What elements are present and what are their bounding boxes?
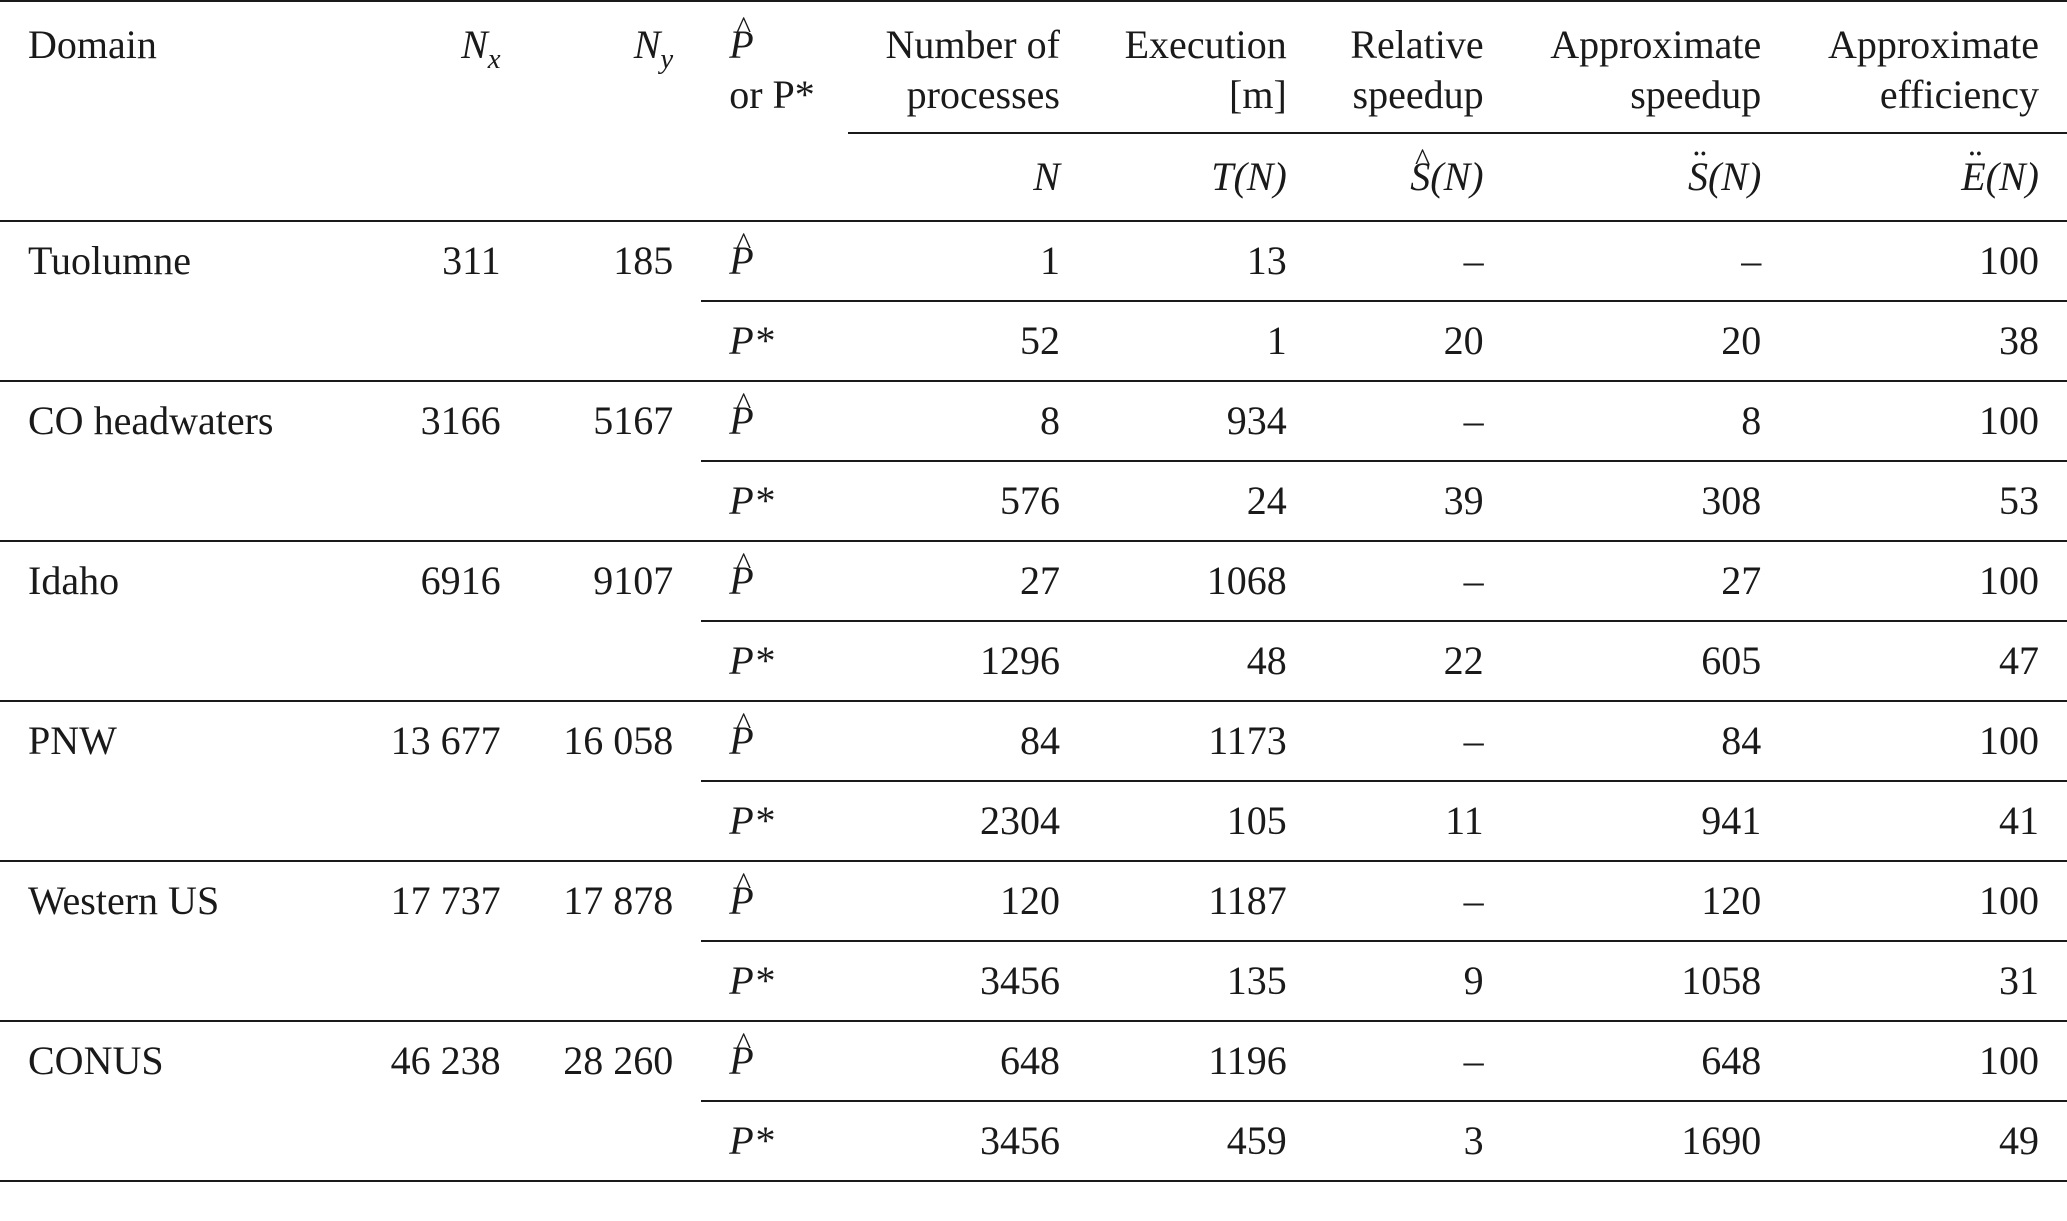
header-processes [848,1,1088,133]
cell-eff: 53 [1789,461,2067,541]
header-relative-line1: Relative [1350,22,1484,67]
cell-eff: 100 [1789,861,2067,941]
cell-eff: 100 [1789,381,2067,461]
header-symbol-e-ddot [1789,133,2067,221]
header-approx-efficiency [1789,1,2067,133]
cell-eff: 31 [1789,941,2067,1021]
cell-n: 52 [848,301,1088,381]
cell-approx: 27 [1512,541,1790,621]
domain-cell: Idaho [0,541,356,701]
cell-rel: – [1315,861,1512,941]
p-star-label: P* [729,958,774,1003]
cell-eff: 100 [1979,238,2039,283]
table-row [0,541,2067,621]
cell-n: 648 [848,1021,1088,1101]
cell-n: 8 [848,381,1088,461]
cell-approx: 20 [1512,301,1790,381]
p-variant-cell [701,621,848,701]
p-variant-cell [701,1101,848,1181]
cell-approx: 1690 [1512,1101,1790,1181]
symbol-t-arg: (N) [1233,154,1287,199]
symbol-t: T [1211,154,1234,199]
cell-eff: 100 [1789,541,2067,621]
header-symbol-n [848,133,1088,221]
p-hat-label: ^ P [729,1036,753,1086]
header-relative-speedup [1315,1,1512,133]
cell-approx: 120 [1512,861,1790,941]
cell-t: 1 [1088,301,1315,381]
cell-rel: 3 [1315,1101,1512,1181]
cell-t: 105 [1088,781,1315,861]
cell-eff: 38 [1789,301,2067,381]
header-execution-line2: [m] [1229,72,1287,117]
domain-cell: CO headwaters [0,381,356,541]
table-row [0,381,2067,461]
p-variant-cell [701,781,848,861]
header-approx-speedup-line2: speedup [1630,72,1762,117]
cell-t: 1187 [1088,861,1315,941]
cell-rel: 9 [1315,941,1512,1021]
ny-cell: 9107 [529,541,702,701]
header-ny [529,1,702,221]
cell-approx: 84 [1512,701,1790,781]
cell-approx: 8 [1512,381,1790,461]
header-relative-line2: speedup [1352,72,1484,117]
p-hat-label: ^ P [729,716,753,766]
header-row-labels [0,1,2067,133]
domain-cell: Tuolumne [28,238,192,283]
header-execution-line1: Execution [1124,22,1287,67]
cell-t: 459 [1088,1101,1315,1181]
cell-approx: 1058 [1512,941,1790,1021]
cell-rel: 39 [1315,461,1512,541]
cell-n: 27 [848,541,1088,621]
nx-cell: 13 677 [356,701,529,861]
domain-cell: PNW [0,701,356,861]
domain-cell: CONUS [0,1021,356,1181]
ny-cell: 5167 [529,381,702,541]
cell-t: 1173 [1088,701,1315,781]
cell-rel: – [1315,381,1512,461]
cell-eff: 100 [1789,701,2067,781]
header-processes-line1: Number of [885,22,1060,67]
cell-rel: 11 [1315,781,1512,861]
cell-approx: – [1741,238,1762,283]
cell-approx: 648 [1512,1021,1790,1101]
cell-n: 1296 [848,621,1088,701]
p-variant-cell [701,1021,848,1101]
header-p-variant [701,1,848,221]
ny-cell: 16 058 [529,701,702,861]
p-variant-cell [701,301,848,381]
header-approx-speedup-line1: Approximate [1550,22,1762,67]
cell-rel: – [1315,541,1512,621]
header-ny-symbol: N [633,22,661,67]
p-variant-cell [701,461,848,541]
cell-eff: 49 [1789,1101,2067,1181]
table-row [0,221,2067,301]
header-nx-subscript: x [487,43,501,76]
cell-t: 48 [1088,621,1315,701]
cell-rel: – [1315,701,1512,781]
cell-n: 84 [848,701,1088,781]
nx-cell: 6916 [356,541,529,701]
p-hat-label: ^ P [729,876,753,926]
header-execution [1088,1,1315,133]
cell-eff: 47 [1789,621,2067,701]
header-approx-speedup [1512,1,1790,133]
p-star-label: P* [729,318,774,363]
domain-cell: Western US [0,861,356,1021]
cell-n: 2304 [848,781,1088,861]
cell-n: 120 [848,861,1088,941]
p-star-label: P* [729,1118,774,1163]
symbol-s-hat-arg: (N) [1430,154,1484,199]
header-symbol-t [1088,133,1315,221]
header-approx-eff-line1: Approximate [1827,22,2039,67]
cell-n: 3456 [848,941,1088,1021]
symbol-s-ddot-arg: (N) [1707,154,1762,199]
cell-approx: 308 [1512,461,1790,541]
table-header [0,1,2067,221]
symbol-e-ddot: ¨ E [1961,152,1985,202]
cell-approx: 941 [1512,781,1790,861]
p-variant-cell [701,861,848,941]
cell-eff: 41 [1789,781,2067,861]
p-variant-cell [701,941,848,1021]
cell-n: 3456 [848,1101,1088,1181]
p-hat-label: ^ P [729,556,753,606]
cell-t: 1068 [1088,541,1315,621]
p-hat-label: ^ P [729,236,753,286]
ny-cell: 28 260 [529,1021,702,1181]
p-variant-cell [701,221,848,301]
cell-t: 1196 [1088,1021,1315,1101]
cell-t: 24 [1088,461,1315,541]
header-p-or-star: or P* [729,72,815,117]
p-variant-cell [701,541,848,621]
nx-cell: 311 [442,238,501,283]
cell-n: 576 [848,461,1088,541]
nx-cell: 46 238 [356,1021,529,1181]
header-nx-symbol: N [461,22,488,67]
header-approx-eff-line2: efficiency [1879,72,2039,117]
cell-t: 13 [1246,238,1287,283]
table-row [0,1021,2067,1101]
symbol-s-ddot: ¨ S [1688,152,1708,202]
ny-cell: 185 [613,238,674,283]
p-star-label: P* [729,638,774,683]
nx-cell: 17 737 [356,861,529,1021]
cell-t: 934 [1088,381,1315,461]
cell-rel: 22 [1315,621,1512,701]
cell-rel: – [1315,1021,1512,1101]
nx-cell: 3166 [356,381,529,541]
table-body [0,221,2067,1181]
header-symbol-s-hat [1315,133,1512,221]
header-ny-subscript: y [660,43,674,76]
symbol-s-hat: ^ S [1410,152,1430,202]
p-star-label: P* [729,478,774,523]
header-nx [356,1,529,221]
symbol-e-ddot-arg: (N) [1985,154,2039,199]
p-star-label: P* [729,798,774,843]
p-variant-cell [701,701,848,781]
cell-approx: 605 [1512,621,1790,701]
p-variant-cell [701,381,848,461]
header-domain-text: Domain [28,22,157,67]
cell-t: 135 [1088,941,1315,1021]
p-hat-label: ^ P [729,396,753,446]
header-domain [0,1,356,221]
table-row [0,861,2067,941]
header-processes-line2: processes [906,72,1060,117]
cell-eff: 100 [1789,1021,2067,1101]
symbol-n: N [1033,154,1060,199]
cell-rel: – [1463,238,1484,283]
header-symbol-s-ddot [1512,133,1790,221]
ny-cell: 17 878 [529,861,702,1021]
cell-n: 1 [1039,238,1060,283]
table-row [0,701,2067,781]
cell-rel: 20 [1315,301,1512,381]
header-p-hat: ^ P [729,20,753,70]
